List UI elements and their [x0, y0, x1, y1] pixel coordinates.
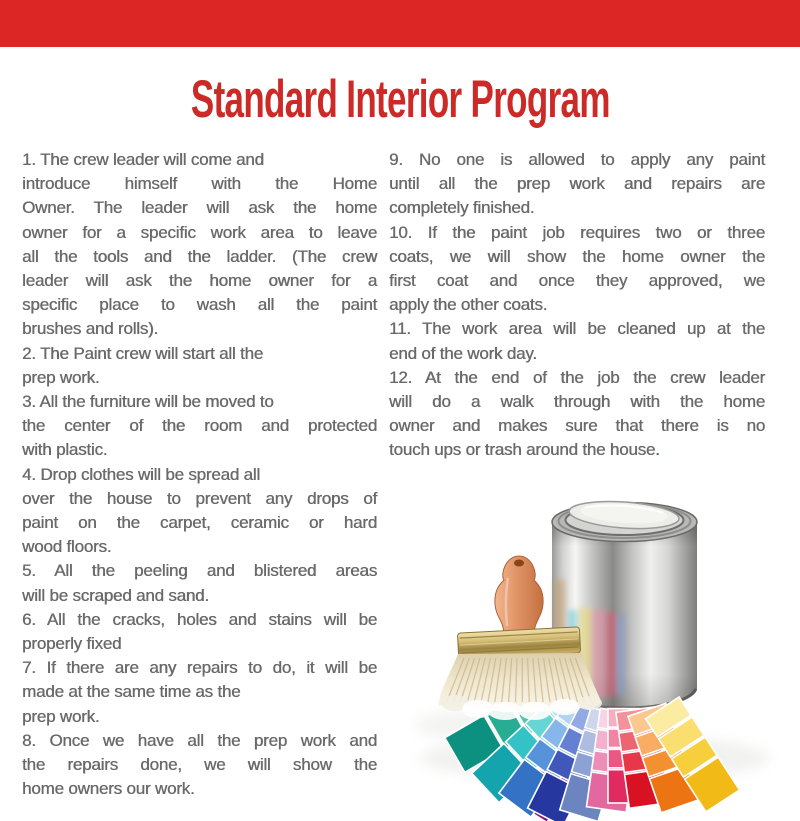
list-item	[22, 463, 377, 560]
list-item	[389, 221, 765, 318]
text-line: brushes and rolls).	[22, 319, 159, 339]
text-line: 3. All the furniture will be moved to	[22, 392, 274, 412]
text-line: over the house to prevent any drops of	[22, 488, 377, 508]
text-line: prep work.	[22, 706, 100, 726]
text-line: 2. The Paint crew will start all the	[22, 343, 263, 363]
text-line: specific place to wash all the paint	[22, 295, 377, 315]
list-item	[22, 559, 377, 607]
list-item	[22, 390, 377, 463]
column-right	[389, 148, 765, 463]
text-line: made at the same time as the	[22, 682, 241, 702]
text-line: 4. Drop clothes will be spread all	[22, 464, 260, 484]
column-left	[22, 148, 377, 801]
text-line: 1. The crew leader will come and	[22, 150, 264, 169]
title-row	[0, 72, 800, 128]
text-line: wood floors.	[22, 537, 112, 557]
text-line: 10. If the paint job requires two or three	[389, 222, 765, 242]
list-item	[389, 148, 765, 221]
text-line: touch ups or trash around the house.	[389, 440, 660, 460]
text-line: leader will ask the home owner for a	[22, 271, 377, 291]
text-line: Owner. The leader will ask the home	[22, 198, 377, 218]
text-line: will do a walk through with the home	[389, 392, 765, 412]
text-line: paint on the carpet, ceramic or hard	[22, 513, 377, 533]
text-line: the repairs done, we will show the	[22, 755, 377, 775]
text-line: 6. All the cracks, holes and stains will be	[22, 609, 377, 629]
list-item	[22, 656, 377, 729]
list-item	[22, 342, 377, 390]
text-line: 12. At the end of the job the crew leader	[389, 367, 765, 387]
text-line: end of the work day.	[389, 343, 537, 363]
text-line: will be scraped and sand.	[22, 585, 209, 605]
list-item	[389, 317, 765, 365]
text-line: home owners our work.	[22, 779, 195, 799]
text-line: completely finished.	[389, 198, 535, 218]
text-line: with plastic.	[22, 440, 108, 460]
text-line: 11. The work area will be cleaned up at the	[389, 319, 765, 339]
text-line: coats, we will show the home owner the	[389, 246, 765, 266]
brush-handle	[495, 556, 543, 636]
text-line: 8. Once we have all the prep work and	[22, 730, 377, 750]
text-line: 9. No one is allowed to apply any paint	[389, 150, 765, 169]
page-title: Standard Interior Program	[190, 70, 610, 129]
text-line: introduce himself with the Home	[22, 174, 377, 194]
text-line: first coat and once they approved, we	[389, 271, 765, 291]
text-line: owner for a specific work area to leave	[22, 222, 377, 242]
list-item	[22, 608, 377, 656]
text-line: 5. All the peeling and blistered areas	[22, 561, 377, 581]
accent-period: .	[655, 440, 660, 460]
list-item	[389, 366, 765, 463]
handle-hole	[514, 560, 524, 567]
list-item	[22, 148, 377, 342]
paint-supplies-illustration	[400, 460, 800, 821]
text-line: 7. If there are any repairs to do, it will be	[22, 658, 377, 678]
text-line: the center of the room and protected	[22, 416, 377, 436]
text-line: prep work.	[22, 367, 100, 387]
text-line: apply the other coats.	[389, 295, 548, 315]
list-item	[22, 729, 377, 802]
top-red-bar	[0, 0, 800, 47]
text-line: all the tools and the ladder. (The crew	[22, 246, 377, 266]
text-line: owner and makes sure that there is no	[389, 416, 765, 436]
text-line: properly fixed	[22, 634, 122, 654]
text-line: until all the prep work and repairs are	[389, 174, 765, 194]
